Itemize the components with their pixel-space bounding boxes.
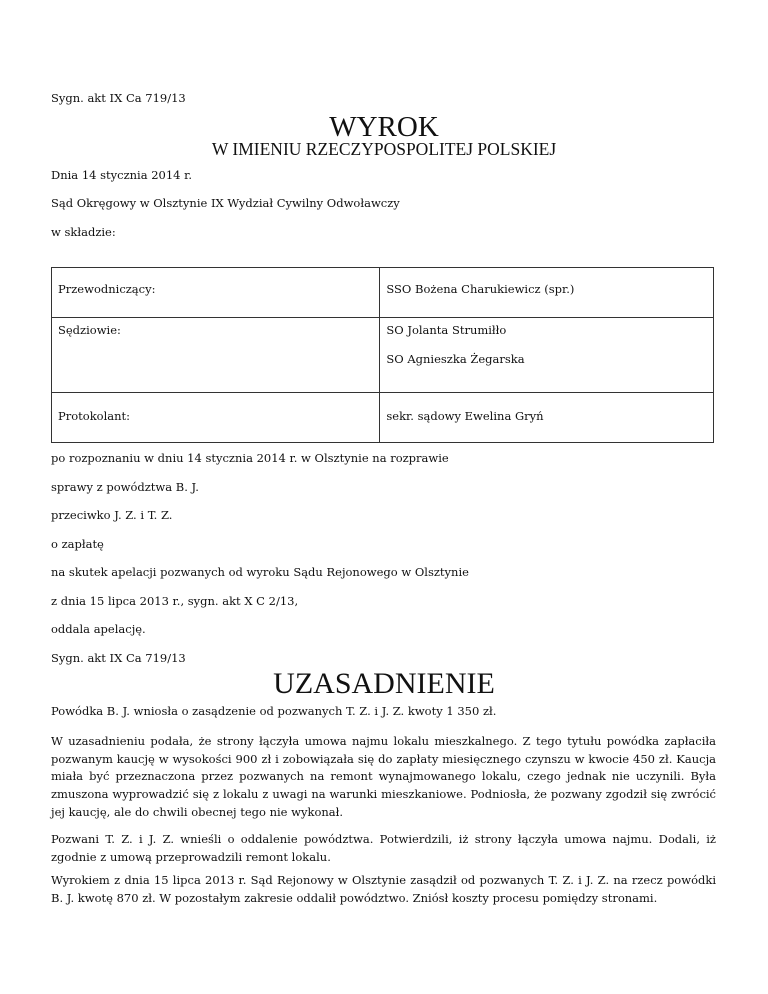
panel-names-cell xyxy=(380,268,714,318)
panel-names-cell xyxy=(380,318,714,393)
justification-paragraph-4: Wyrokiem z dnia 15 lipca 2013 r. Sąd Rejonowy w Olsztynie zasądził od pozwanych T. Z. i J. Z. na rzecz powódki B. J. kwotę 870 zł. W pozostałym zakresie oddalił powództwo. Zniósł koszty procesu pomiędzy stronami. xyxy=(51,873,716,905)
panel-name-chair: SSO Bożena Charukiewicz (spr.) xyxy=(386,282,575,296)
panel-role-cell xyxy=(52,393,380,443)
panel-role-clerk: Protokolant: xyxy=(58,409,131,423)
ruling-line-4: o zapłatę xyxy=(51,537,104,551)
composition-label: w składzie: xyxy=(51,225,116,239)
panel-row-chair xyxy=(52,268,714,318)
ruling-line-1: po rozpoznaniu w dniu 14 stycznia 2014 r. w Olsztynie na rozprawie xyxy=(51,451,449,465)
justification-paragraph-1: Powódka B. J. wniosła o zasądzenie od pozwanych T. Z. i J. Z. kwoty 1 350 zł. xyxy=(51,704,497,718)
panel-role-judges: Sędziowie: xyxy=(58,323,121,337)
justification-paragraph-2: W uzasadnieniu podała, że strony łączyła umowa najmu lokalu mieszkalnego. Z tego tytułu powódka zapłaciła pozwanym kaucję w wysokości 900 zł i zobowiązała się do zapłaty miesięcznego czynszu w kwocie 450 zł. Kaucja miała być przeznaczona przez pozwanych na remont wynajmowanego lokalu, czego jednak nie uczynili. Była zmuszona wyprowadzić się z lokalu z uwagi na warunki mieszkaniowe. Podniosła, że pozwany zgodził się zwrócić jej kaucję, ale do chwili obecnej tego nie wykonał. xyxy=(51,734,716,819)
court-name: Sąd Okręgowy w Olsztynie IX Wydział Cywilny Odwoławczy xyxy=(51,196,400,210)
panel-role-cell xyxy=(52,268,380,318)
ruling-line-7: oddala apelację. xyxy=(51,622,146,636)
ruling-line-3: przeciwko J. Z. i T. Z. xyxy=(51,508,173,522)
panel-role-cell xyxy=(52,318,380,393)
document-title: WYROK xyxy=(329,111,439,143)
case-number-justification: Sygn. akt IX Ca 719/13 xyxy=(51,651,186,665)
panel-name-judge-1: SO Jolanta Strumiłło xyxy=(386,323,507,337)
ruling-date: Dnia 14 stycznia 2014 r. xyxy=(51,168,193,182)
document-subtitle: W IMIENIU RZECZYPOSPOLITEJ POLSKIEJ xyxy=(211,139,557,159)
panel-names-cell xyxy=(380,393,714,443)
panel-name-judge-2: SO Agnieszka Żegarska xyxy=(386,352,525,366)
ruling-line-2: sprawy z powództwa B. J. xyxy=(51,480,199,494)
panel-name-clerk: sekr. sądowy Ewelina Gryń xyxy=(386,409,544,423)
panel-row-judges xyxy=(52,318,714,393)
justification-paragraph-3: Pozwani T. Z. i J. Z. wnieśli o oddalenie powództwa. Potwierdzili, iż strony łączyła umowa najmu. Dodali, iż zgodnie z umową przeprowadzili remont lokalu. xyxy=(51,832,716,864)
panel-role-chair: Przewodniczący: xyxy=(58,282,156,296)
panel-row-clerk xyxy=(52,393,714,443)
panel-table xyxy=(51,267,714,443)
justification-heading: UZASADNIENIE xyxy=(273,667,495,700)
ruling-line-5: na skutek apelacji pozwanych od wyroku Sądu Rejonowego w Olsztynie xyxy=(51,565,469,579)
ruling-line-6: z dnia 15 lipca 2013 r., sygn. akt X C 2/13, xyxy=(51,594,299,608)
case-number-top: Sygn. akt IX Ca 719/13 xyxy=(51,91,186,105)
